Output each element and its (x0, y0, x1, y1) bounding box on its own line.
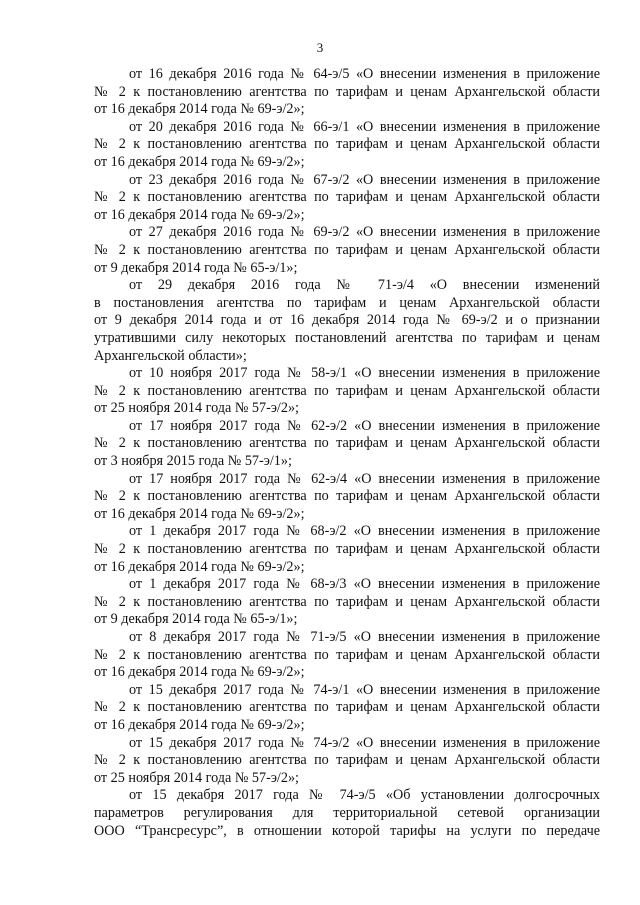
text-line: от 25 ноября 2014 года № 57-э/2»; (94, 400, 300, 417)
text-line: № 2 к постановлению агентства по тарифам и ценам Архангельской области (94, 435, 600, 452)
text-line: № 2 к постановлению агентства по тарифам и ценам Архангельской области (94, 646, 600, 663)
text-line: № 2 к постановлению агентства по тарифам и ценам Архангельской области (94, 752, 600, 769)
document-body (94, 66, 600, 840)
paragraph (94, 365, 600, 418)
text-line: от 20 декабря 2016 года № 66-э/1 «О внесении изменения в приложение (129, 118, 600, 135)
text-line: от 27 декабря 2016 года № 69-э/2 «О внесении изменения в приложение (129, 224, 600, 241)
paragraph (94, 418, 600, 471)
text-line: № 2 к постановлению агентства по тарифам и ценам Архангельской области (94, 593, 600, 610)
text-line: № 2 к постановлению агентства по тарифам и ценам Архангельской области (94, 189, 600, 206)
text-line: от 16 декабря 2016 года № 64-э/5 «О внесении изменения в приложение (129, 66, 600, 82)
text-line: № 2 к постановлению агентства по тарифам и ценам Архангельской области (94, 699, 600, 716)
text-line: от 17 ноября 2017 года № 62-э/4 «О внесении изменения в приложение (129, 470, 600, 487)
text-line: от 16 декабря 2014 года № 69-э/2»; (94, 505, 305, 522)
text-line: от 10 ноября 2017 года № 58-э/1 «О внесении изменения в приложение (129, 365, 600, 382)
text-line: № 2 к постановлению агентства по тарифам и ценам Архангельской области (94, 541, 600, 558)
text-line: от 16 декабря 2014 года № 69-э/2»; (94, 558, 305, 575)
text-line: от 9 декабря 2014 года и от 16 декабря 2014 года № 69-э/2 и о признании (94, 312, 600, 329)
text-line: Архангельской области»; (94, 347, 247, 364)
text-line: № 2 к постановлению агентства по тарифам и ценам Архангельской области (94, 136, 600, 153)
paragraph (94, 629, 600, 682)
text-line: от 1 декабря 2017 года № 68-э/2 «О внесении изменения в приложение (129, 523, 600, 540)
text-line: от 17 ноября 2017 года № 62-э/2 «О внесении изменения в приложение (129, 417, 600, 434)
text-line: № 2 к постановлению агентства по тарифам и ценам Архангельской области (94, 488, 600, 505)
paragraph (94, 576, 600, 629)
text-line: от 25 ноября 2014 года № 57-э/2»; (94, 769, 300, 786)
text-line: от 16 декабря 2014 года № 69-э/2»; (94, 101, 305, 118)
text-line: утратившими силу некоторых постановлений агентства по тарифам и ценам (94, 329, 600, 346)
text-line: от 9 декабря 2014 года № 65-э/1»; (94, 259, 298, 276)
text-line: от 16 декабря 2014 года № 69-э/2»; (94, 664, 305, 681)
paragraph (94, 735, 600, 788)
text-line: от 29 декабря 2016 года № 71-э/4 «О внесении изменений (129, 277, 600, 294)
paragraph (94, 224, 600, 277)
text-line: от 8 декабря 2017 года № 71-э/5 «О внесении изменения в приложение (129, 629, 600, 645)
text-line: от 16 декабря 2014 года № 69-э/2»; (94, 206, 305, 223)
text-line: № 2 к постановлению агентства по тарифам и ценам Архангельской области (94, 241, 600, 258)
paragraph (94, 172, 600, 225)
text-line: от 9 декабря 2014 года № 65-э/1»; (94, 611, 298, 628)
page-number: 3 (316, 40, 324, 55)
text-line: № 2 к постановлению агентства по тарифам и ценам Архангельской области (94, 83, 600, 100)
text-line: от 15 декабря 2017 года № 74-э/1 «О внесении изменения в приложение (129, 681, 600, 698)
text-line: параметров регулирования для территориальной сетевой организации (94, 804, 600, 821)
paragraph (94, 119, 600, 172)
text-line: от 3 ноября 2015 года № 57-э/1»; (94, 453, 292, 470)
text-line: № 2 к постановлению агентства по тарифам и ценам Архангельской области (94, 382, 600, 399)
paragraph (94, 277, 600, 365)
paragraph (94, 787, 600, 840)
text-line: от 16 декабря 2014 года № 69-э/2»; (94, 716, 305, 733)
text-line: в постановления агентства по тарифам и ценам Архангельской области (94, 294, 600, 311)
text-line: от 23 декабря 2016 года № 67-э/2 «О внесении изменения в приложение (129, 171, 600, 188)
paragraph (94, 66, 600, 119)
text-line: от 15 декабря 2017 года № 74-э/2 «О внесении изменения в приложение (129, 734, 600, 751)
text-line: от 15 декабря 2017 года № 74-э/5 «Об установлении долгосрочных (129, 787, 600, 804)
text-line: от 1 декабря 2017 года № 68-э/3 «О внесении изменения в приложение (129, 576, 600, 593)
paragraph (94, 523, 600, 576)
text-line: ООО “Трансресурс”, в отношении которой тарифы на услуги по передаче (94, 822, 600, 839)
text-line: от 16 декабря 2014 года № 69-э/2»; (94, 153, 305, 170)
paragraph (94, 682, 600, 735)
paragraph (94, 471, 600, 524)
